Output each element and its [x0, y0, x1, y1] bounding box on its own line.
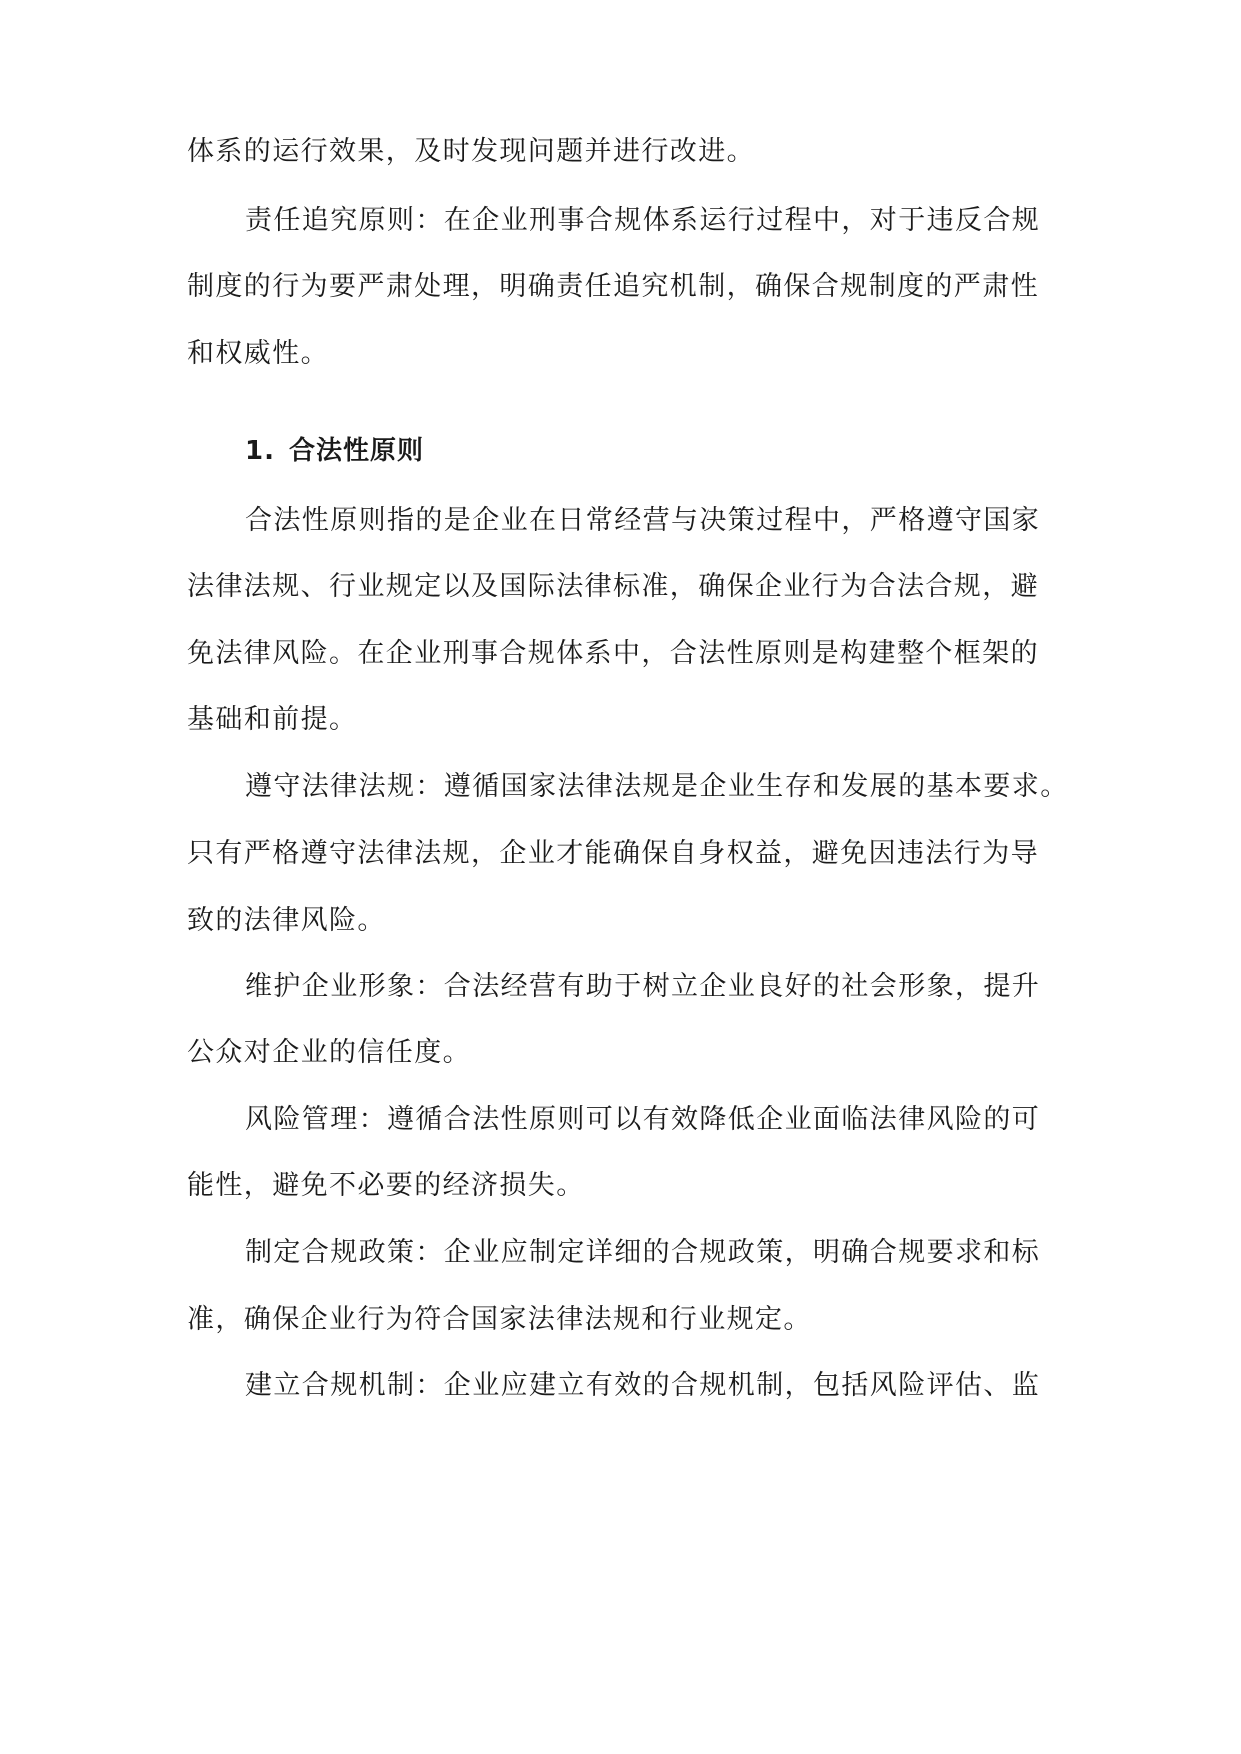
paragraph-line: 制度的行为要严肃处理，明确责任追究机制，确保合规制度的严肃性 [187, 271, 1039, 302]
paragraph-line: 风险管理：遵循合法性原则可以有效降低企业面临法律风险的可 [245, 1104, 1041, 1135]
paragraph-line: 公众对企业的信任度。 [187, 1037, 471, 1068]
paragraph-line: 体系的运行效果，及时发现问题并进行改进。 [187, 136, 755, 167]
paragraph-line: 责任追究原则：在企业刑事合规体系运行过程中，对于违反合规 [245, 205, 1041, 236]
paragraph-line: 建立合规机制：企业应建立有效的合规机制，包括风险评估、监 [245, 1370, 1041, 1401]
paragraph-line: 法律法规、行业规定以及国际法律标准，确保企业行为合法合规，避 [187, 571, 1039, 602]
paragraph-line: 致的法律风险。 [187, 905, 386, 936]
paragraph-line: 免法律风险。在企业刑事合规体系中，合法性原则是构建整个框架的 [187, 638, 1039, 669]
paragraph-line: 制定合规政策：企业应制定详细的合规政策，明确合规要求和标 [245, 1237, 1041, 1268]
paragraph-line: 只有严格遵守法律法规，企业才能确保自身权益，避免因违法行为导 [187, 838, 1039, 869]
paragraph-line: 准，确保企业行为符合国家法律法规和行业规定。 [187, 1304, 812, 1335]
paragraph-line: 基础和前提。 [187, 704, 358, 735]
section-title: 合法性原则 [289, 436, 425, 466]
section-heading [245, 431, 1115, 471]
paragraph-line: 维护企业形象：合法经营有助于树立企业良好的社会形象，提升 [245, 971, 1041, 1002]
paragraph-line: 遵守法律法规：遵循国家法律法规是企业生存和发展的基本要求。 [245, 771, 1069, 802]
paragraph-line: 和权威性。 [187, 338, 329, 369]
section-number: 1. [245, 436, 275, 466]
paragraph-line: 能性，避免不必要的经济损失。 [187, 1170, 585, 1201]
paragraph-line: 合法性原则指的是企业在日常经营与决策过程中，严格遵守国家 [245, 505, 1041, 536]
